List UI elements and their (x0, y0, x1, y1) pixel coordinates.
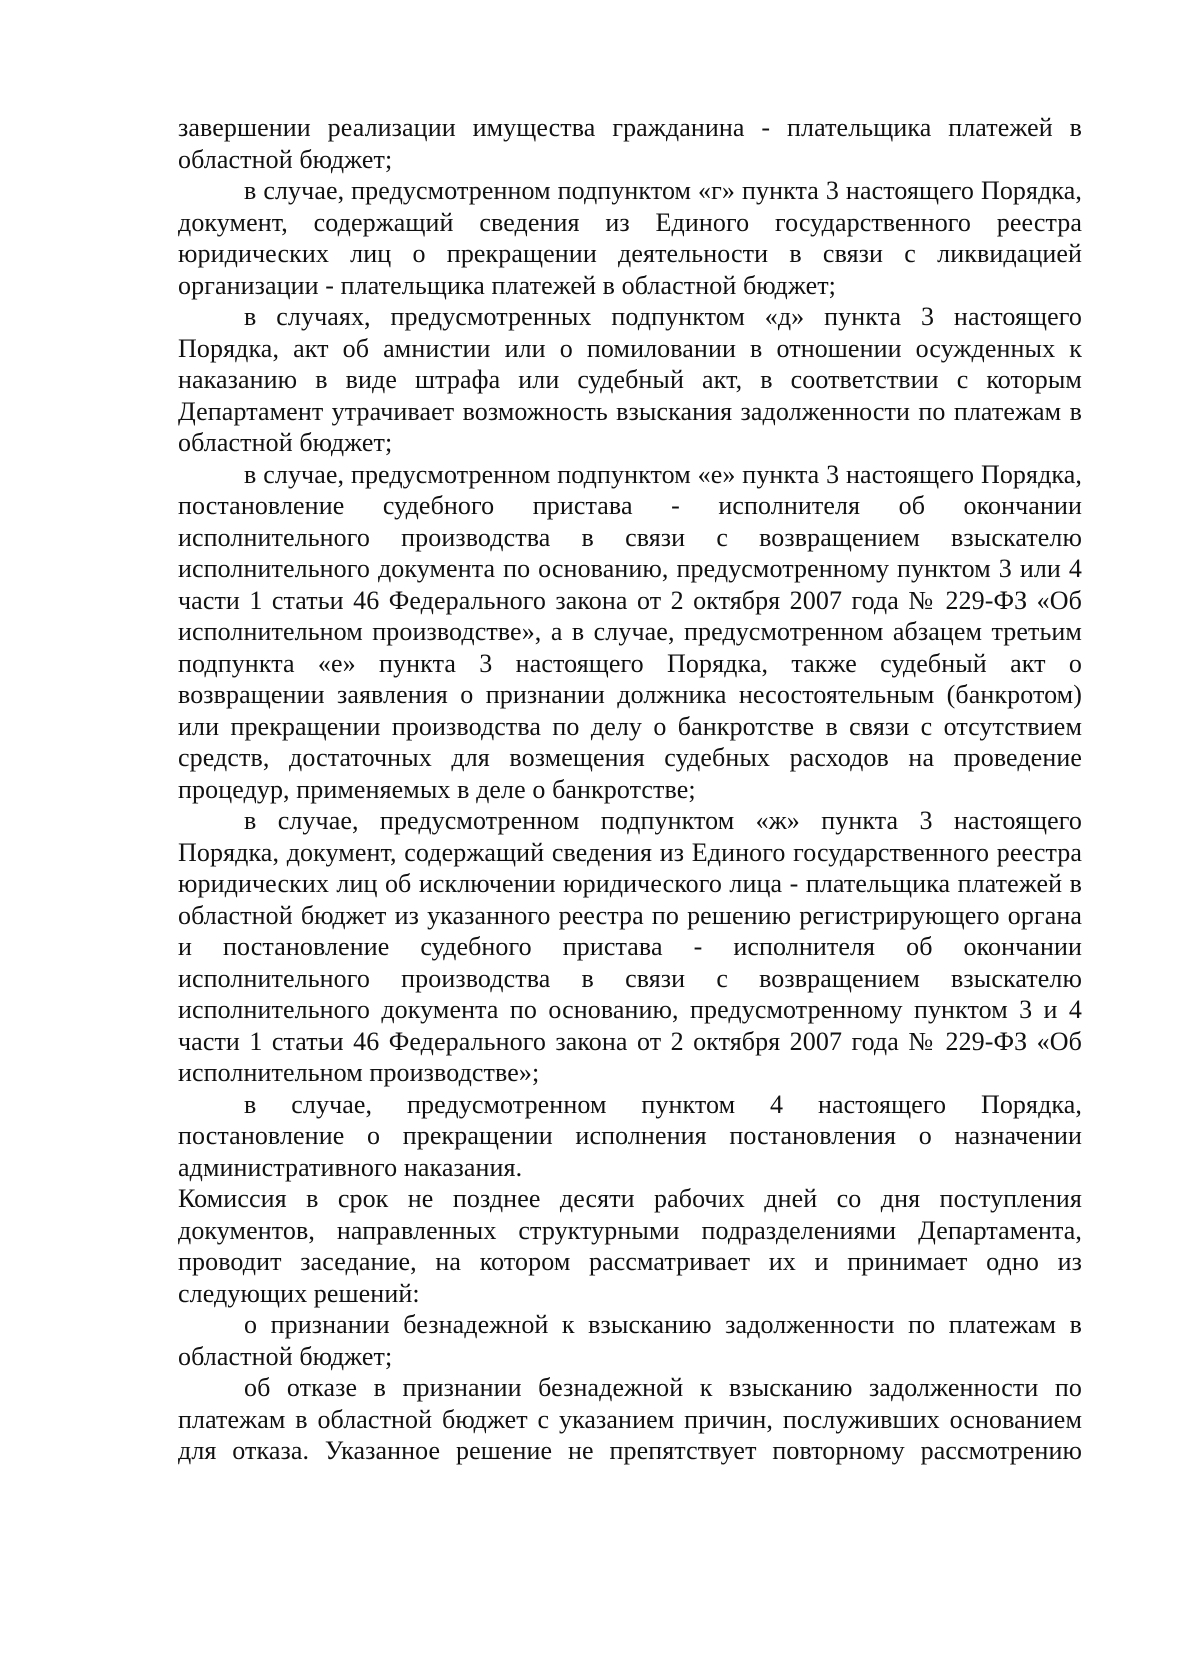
paragraph-8: о признании безнадежной к взысканию задолженности по платежам в областной бюджет; (178, 1310, 1082, 1371)
paragraph-9: об отказе в признании безнадежной к взысканию задолженности по платежам в областной бюджет с указанием причин, послуживших основанием для отказа. Указанное решение не препятствует повторному рассмотрению (178, 1373, 1082, 1465)
paragraph-3: в случаях, предусмотренных подпунктом «д» пункта 3 настоящего Порядка, акт об амнистии или о помиловании в отношении осужденных к наказанию в виде штрафа или судебный акт, в соответствии с которым Департамент утрачивает возможность взыскания задолженности по платежам в областной бюджет; (178, 302, 1082, 457)
document-body (178, 112, 1082, 1467)
paragraph-1: завершении реализации имущества гражданина - плательщика платежей в областной бюджет; (178, 113, 1082, 174)
paragraph-7: Комиссия в срок не позднее десяти рабочих дней со дня поступления документов, направленных структурными подразделениями Департамента, проводит заседание, на котором рассматривает их и принимает одно из следующих решений: (178, 1184, 1082, 1308)
paragraph-6: в случае, предусмотренном пунктом 4 настоящего Порядка, постановление о прекращении исполнения постановления о назначении административного наказания. (178, 1089, 1082, 1182)
paragraph-4: в случае, предусмотренном подпунктом «е» пункта 3 настоящего Порядка, постановление судебного пристава - исполнителя об окончании исполнительного производства в связи с возвращением взыскателю исполнительного документа по основанию, предусмотренному пунктом 3 или 4 части 1 статьи 46 Федерального закона от 2 октября 2007 года № 229-ФЗ «Об исполнительном производстве», а в случае, предусмотренном абзацем третьим подпункта «е» пункта 3 настоящего Порядка, также судебный акт о возвращении заявления о признании должника несостоятельным (банкротом) или прекращении производства по делу о банкротстве в связи с отсутствием средств, достаточных для возмещения судебных расходов на проведение процедур, применяемых в деле о банкротстве; (178, 459, 1082, 804)
paragraph-2: в случае, предусмотренном подпунктом «г» пункта 3 настоящего Порядка, документ, содержащий сведения из Единого государственного реестра юридических лиц о прекращении деятельности в связи с ликвидацией организации - плательщика платежей в областной бюджет; (178, 176, 1082, 300)
paragraph-5: в случае, предусмотренном подпунктом «ж» пункта 3 настоящего Порядка, документ, содержащий сведения из Единого государственного реестра юридических лиц об исключении юридического лица - плательщика платежей в областной бюджет из указанного реестра по решению регистрирующего органа и постановление судебного пристава - исполнителя об окончании исполнительного производства в связи с возвращением взыскателю исполнительного документа по основанию, предусмотренному пунктом 3 и 4 части 1 статьи 46 Федерального закона от 2 октября 2007 года № 229-ФЗ «Об исполнительном производстве»; (178, 806, 1082, 1087)
